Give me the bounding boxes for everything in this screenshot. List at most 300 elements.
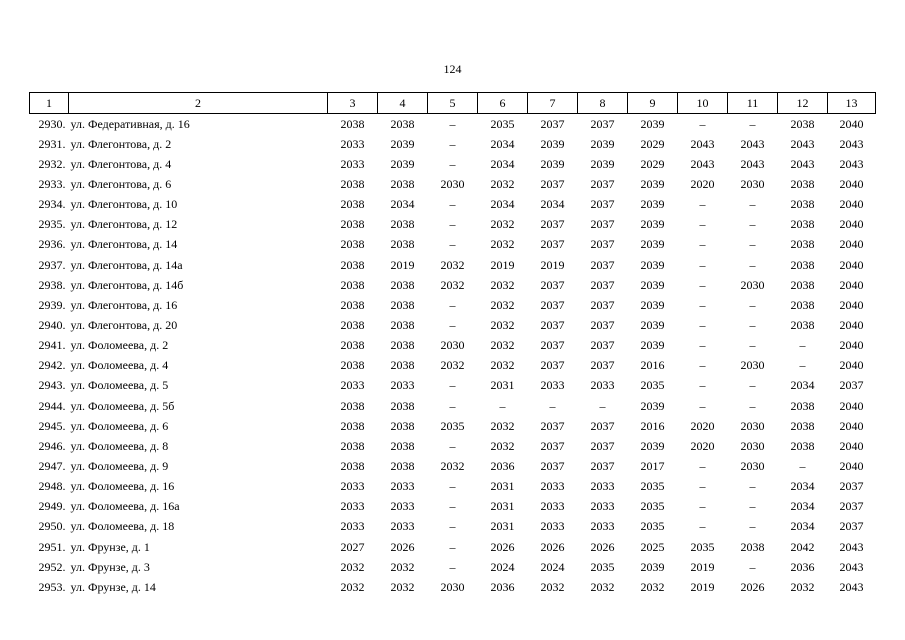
year-cell: 2043 (690, 156, 715, 171)
table-row (30, 195, 876, 215)
year-cell: 2034 (490, 136, 515, 151)
address-cell: ул. Фрунзе, д. 3 (70, 559, 150, 574)
year-cell: 2040 (839, 297, 864, 312)
column-header-3: 3 (328, 93, 378, 114)
column-header-5: 5 (428, 93, 478, 114)
year-cell: 2037 (540, 438, 565, 453)
year-cell: 2034 (390, 197, 415, 212)
year-cell: – (699, 519, 706, 534)
year-cell: 2038 (790, 277, 815, 292)
year-cell: 2038 (790, 237, 815, 252)
year-cell: 2043 (839, 539, 864, 554)
year-cell: 2038 (390, 277, 415, 292)
table-row (30, 255, 876, 275)
year-cell: 2035 (640, 499, 665, 514)
column-header-8: 8 (578, 93, 628, 114)
row-number: 2953. (38, 579, 66, 594)
year-cell: 2020 (690, 438, 715, 453)
year-cell: – (699, 338, 706, 353)
year-cell: – (699, 297, 706, 312)
year-cell: 2043 (839, 136, 864, 151)
year-cell: 2034 (540, 197, 565, 212)
year-cell: 2039 (640, 297, 665, 312)
address-cell: ул. Фоломеева, д. 5 (70, 378, 169, 393)
year-cell: 2040 (839, 116, 864, 131)
row-number: 2938. (38, 277, 66, 292)
year-cell: 2038 (390, 358, 415, 373)
year-cell: 2038 (390, 418, 415, 433)
address-cell: ул. Фрунзе, д. 1 (70, 539, 150, 554)
year-cell: 2025 (640, 539, 665, 554)
table-row (30, 174, 876, 194)
year-cell: 2040 (839, 277, 864, 292)
year-cell: 2038 (790, 418, 815, 433)
row-number: 2941. (38, 338, 66, 353)
table-row (30, 336, 876, 356)
year-cell: 2039 (640, 438, 665, 453)
table-row (30, 557, 876, 577)
year-cell: 2034 (790, 519, 815, 534)
year-cell: 2030 (740, 438, 765, 453)
year-cell: 2033 (540, 499, 565, 514)
address-cell: ул. Фоломеева, д. 16 (70, 479, 175, 494)
year-cell: 2033 (340, 519, 365, 534)
column-header-6: 6 (478, 93, 528, 114)
column-header-4: 4 (378, 93, 428, 114)
address-cell: ул. Флегонтова, д. 6 (70, 176, 172, 191)
year-cell: 2038 (790, 438, 815, 453)
year-cell: 2037 (590, 438, 615, 453)
year-cell: 2038 (340, 398, 365, 413)
row-number: 2939. (38, 297, 66, 312)
year-cell: 2019 (390, 257, 415, 272)
year-cell: 2033 (390, 519, 415, 534)
year-cell: 2030 (440, 176, 465, 191)
year-cell: 2030 (740, 277, 765, 292)
year-cell: 2029 (640, 136, 665, 151)
year-cell: 2038 (790, 398, 815, 413)
year-cell: – (449, 519, 456, 534)
table-row (30, 456, 876, 476)
year-cell: 2033 (540, 479, 565, 494)
row-number: 2952. (38, 559, 66, 574)
year-cell: – (449, 217, 456, 232)
year-cell: 2032 (490, 297, 515, 312)
year-cell: 2034 (490, 156, 515, 171)
year-cell: – (749, 297, 756, 312)
year-cell: 2019 (540, 257, 565, 272)
year-cell: 2038 (340, 116, 365, 131)
year-cell: 2031 (490, 519, 515, 534)
year-cell: – (749, 257, 756, 272)
year-cell: 2038 (340, 277, 365, 292)
year-cell: 2037 (540, 317, 565, 332)
year-cell: 2034 (790, 378, 815, 393)
year-cell: 2026 (740, 579, 765, 594)
address-cell: ул. Федеративная, д. 16 (70, 116, 190, 131)
year-cell: 2043 (839, 156, 864, 171)
row-number: 2935. (38, 217, 66, 232)
year-cell: 2033 (340, 499, 365, 514)
year-cell: 2040 (839, 458, 864, 473)
year-cell: 2037 (590, 317, 615, 332)
row-number: 2950. (38, 519, 66, 534)
year-cell: 2043 (790, 156, 815, 171)
year-cell: – (449, 116, 456, 131)
year-cell: – (799, 458, 806, 473)
year-cell: 2032 (390, 559, 415, 574)
year-cell: 2034 (490, 197, 515, 212)
year-cell: 2033 (390, 479, 415, 494)
row-number: 2951. (38, 539, 66, 554)
address-cell: ул. Фоломеева, д. 18 (70, 519, 175, 534)
year-cell: 2019 (690, 579, 715, 594)
year-cell: 2029 (640, 156, 665, 171)
year-cell: 2039 (590, 136, 615, 151)
year-cell: – (699, 217, 706, 232)
year-cell: 2039 (640, 277, 665, 292)
year-cell: 2033 (590, 479, 615, 494)
column-header-11: 11 (728, 93, 778, 114)
data-table (29, 92, 876, 597)
year-cell: 2039 (640, 257, 665, 272)
year-cell: – (699, 277, 706, 292)
year-cell: 2032 (490, 438, 515, 453)
year-cell: 2037 (839, 499, 864, 514)
year-cell: – (749, 217, 756, 232)
year-cell: – (699, 458, 706, 473)
year-cell: 2039 (590, 156, 615, 171)
row-number: 2944. (38, 398, 66, 413)
row-number: 2933. (38, 176, 66, 191)
year-cell: 2039 (640, 176, 665, 191)
year-cell: 2020 (690, 176, 715, 191)
table-row (30, 436, 876, 456)
year-cell: 2037 (540, 176, 565, 191)
year-cell: 2035 (640, 519, 665, 534)
year-cell: 2032 (440, 277, 465, 292)
address-cell: ул. Флегонтова, д. 14а (70, 257, 183, 272)
year-cell: 2039 (640, 217, 665, 232)
year-cell: 2032 (590, 579, 615, 594)
year-cell: 2039 (640, 559, 665, 574)
year-cell: 2040 (839, 338, 864, 353)
year-cell: – (449, 479, 456, 494)
address-cell: ул. Фоломеева, д. 9 (70, 458, 169, 473)
year-cell: – (449, 378, 456, 393)
year-cell: 2038 (390, 317, 415, 332)
year-cell: 2043 (740, 136, 765, 151)
year-cell: 2032 (440, 257, 465, 272)
year-cell: 2030 (440, 338, 465, 353)
column-header-12: 12 (778, 93, 828, 114)
year-cell: 2033 (390, 499, 415, 514)
year-cell: 2032 (490, 317, 515, 332)
year-cell: – (549, 398, 556, 413)
year-cell: 2038 (340, 458, 365, 473)
year-cell: 2040 (839, 237, 864, 252)
year-cell: 2038 (790, 176, 815, 191)
year-cell: 2016 (640, 418, 665, 433)
column-header-7: 7 (528, 93, 578, 114)
year-cell: 2043 (839, 579, 864, 594)
year-cell: 2043 (839, 559, 864, 574)
year-cell: 2038 (390, 297, 415, 312)
year-cell: – (749, 378, 756, 393)
address-cell: ул. Флегонтова, д. 14б (70, 277, 184, 292)
row-number: 2946. (38, 438, 66, 453)
table-row (30, 356, 876, 376)
row-number: 2943. (38, 378, 66, 393)
year-cell: 2037 (590, 297, 615, 312)
year-cell: – (799, 338, 806, 353)
year-cell: 2035 (590, 559, 615, 574)
year-cell: 2038 (340, 197, 365, 212)
year-cell: 2032 (390, 579, 415, 594)
year-cell: – (449, 237, 456, 252)
year-cell: – (699, 317, 706, 332)
year-cell: 2033 (590, 519, 615, 534)
year-cell: 2037 (590, 418, 615, 433)
row-number: 2940. (38, 317, 66, 332)
year-cell: 2039 (640, 398, 665, 413)
year-cell: 2032 (440, 358, 465, 373)
year-cell: – (699, 378, 706, 393)
year-cell: 2037 (590, 458, 615, 473)
page-number: 124 (443, 62, 462, 76)
year-cell: 2035 (490, 116, 515, 131)
year-cell: 2030 (740, 176, 765, 191)
year-cell: 2038 (740, 539, 765, 554)
year-cell: 2036 (490, 579, 515, 594)
year-cell: 2043 (740, 156, 765, 171)
year-cell: 2038 (390, 237, 415, 252)
year-cell: 2037 (590, 257, 615, 272)
year-cell: 2037 (540, 297, 565, 312)
year-cell: 2038 (340, 338, 365, 353)
year-cell: 2019 (690, 559, 715, 574)
address-cell: ул. Флегонтова, д. 12 (70, 217, 178, 232)
year-cell: 2038 (340, 358, 365, 373)
column-header-9: 9 (628, 93, 678, 114)
year-cell: 2039 (540, 136, 565, 151)
year-cell: 2037 (590, 176, 615, 191)
year-cell: 2027 (340, 539, 365, 554)
address-cell: ул. Фрунзе, д. 14 (70, 579, 156, 594)
year-cell: 2038 (340, 418, 365, 433)
year-cell: 2037 (839, 479, 864, 494)
year-cell: 2039 (640, 338, 665, 353)
year-cell: – (599, 398, 606, 413)
year-cell: – (449, 136, 456, 151)
year-cell: 2032 (790, 579, 815, 594)
year-cell: 2038 (340, 176, 365, 191)
year-cell: 2038 (340, 438, 365, 453)
table-row (30, 134, 876, 154)
year-cell: 2037 (540, 418, 565, 433)
year-cell: 2032 (540, 579, 565, 594)
year-cell: – (449, 398, 456, 413)
address-cell: ул. Фоломеева, д. 2 (70, 338, 169, 353)
row-number: 2937. (38, 257, 66, 272)
year-cell: 2030 (440, 579, 465, 594)
year-cell: 2038 (390, 217, 415, 232)
year-cell: 2033 (340, 479, 365, 494)
year-cell: 2040 (839, 398, 864, 413)
year-cell: 2032 (490, 277, 515, 292)
year-cell: 2042 (790, 539, 815, 554)
year-cell: – (799, 358, 806, 373)
year-cell: 2016 (640, 358, 665, 373)
year-cell: 2039 (640, 237, 665, 252)
year-cell: 2030 (740, 458, 765, 473)
header-row (30, 93, 876, 114)
year-cell: 2019 (490, 257, 515, 272)
year-cell: 2038 (340, 297, 365, 312)
year-cell: – (749, 479, 756, 494)
column-header-1: 1 (30, 93, 69, 114)
year-cell: 2037 (540, 217, 565, 232)
year-cell: 2037 (590, 338, 615, 353)
year-cell: 2037 (590, 237, 615, 252)
year-cell: 2038 (340, 217, 365, 232)
year-cell: – (699, 197, 706, 212)
year-cell: – (449, 156, 456, 171)
year-cell: 2035 (690, 539, 715, 554)
year-cell: 2026 (490, 539, 515, 554)
year-cell: 2026 (590, 539, 615, 554)
year-cell: 2038 (390, 438, 415, 453)
year-cell: 2040 (839, 317, 864, 332)
address-cell: ул. Флегонтова, д. 10 (70, 197, 178, 212)
address-cell: ул. Флегонтова, д. 20 (70, 317, 178, 332)
year-cell: 2040 (839, 418, 864, 433)
year-cell: 2031 (490, 378, 515, 393)
year-cell: 2037 (590, 116, 615, 131)
year-cell: – (699, 237, 706, 252)
year-cell: 2040 (839, 358, 864, 373)
row-number: 2945. (38, 418, 66, 433)
year-cell: 2032 (490, 358, 515, 373)
year-cell: – (699, 116, 706, 131)
row-number: 2931. (38, 136, 66, 151)
year-cell: 2038 (340, 237, 365, 252)
year-cell: 2036 (490, 458, 515, 473)
year-cell: 2030 (740, 358, 765, 373)
table-row (30, 537, 876, 557)
year-cell: 2039 (390, 156, 415, 171)
year-cell: – (449, 297, 456, 312)
table-row (30, 114, 876, 135)
year-cell: 2037 (839, 378, 864, 393)
table-row (30, 315, 876, 335)
year-cell: 2026 (390, 539, 415, 554)
year-cell: 2043 (690, 136, 715, 151)
address-cell: ул. Фоломеева, д. 4 (70, 358, 169, 373)
year-cell: 2033 (340, 136, 365, 151)
row-number: 2936. (38, 237, 66, 252)
table-row (30, 235, 876, 255)
year-cell: 2032 (490, 338, 515, 353)
year-cell: 2037 (540, 458, 565, 473)
year-cell: 2031 (490, 479, 515, 494)
year-cell: 2037 (540, 277, 565, 292)
row-number: 2932. (38, 156, 66, 171)
year-cell: 2038 (390, 116, 415, 131)
address-cell: ул. Флегонтова, д. 14 (70, 237, 178, 252)
year-cell: – (699, 398, 706, 413)
year-cell: 2040 (839, 197, 864, 212)
year-cell: 2033 (340, 156, 365, 171)
row-number: 2949. (38, 499, 66, 514)
year-cell: 2039 (390, 136, 415, 151)
year-cell: 2033 (340, 378, 365, 393)
year-cell: – (449, 438, 456, 453)
year-cell: 2033 (540, 519, 565, 534)
year-cell: 2039 (640, 197, 665, 212)
year-cell: 2026 (540, 539, 565, 554)
address-cell: ул. Флегонтова, д. 2 (70, 136, 172, 151)
year-cell: 2033 (540, 378, 565, 393)
row-number: 2947. (38, 458, 66, 473)
address-cell: ул. Фоломеева, д. 5б (70, 398, 175, 413)
year-cell: 2032 (340, 579, 365, 594)
year-cell: 2037 (540, 358, 565, 373)
year-cell: 2032 (490, 237, 515, 252)
year-cell: 2037 (540, 338, 565, 353)
table-row (30, 497, 876, 517)
table-row (30, 275, 876, 295)
year-cell: 2039 (640, 116, 665, 131)
table-row (30, 396, 876, 416)
year-cell: 2037 (590, 358, 615, 373)
year-cell: 2035 (640, 479, 665, 494)
year-cell: 2032 (340, 559, 365, 574)
year-cell: 2039 (540, 156, 565, 171)
year-cell: 2038 (790, 297, 815, 312)
year-cell: – (699, 257, 706, 272)
year-cell: – (749, 197, 756, 212)
year-cell: 2038 (390, 398, 415, 413)
year-cell: – (749, 317, 756, 332)
year-cell: 2038 (390, 176, 415, 191)
year-cell: 2032 (490, 418, 515, 433)
year-cell: 2035 (440, 418, 465, 433)
year-cell: 2033 (390, 378, 415, 393)
year-cell: – (449, 539, 456, 554)
address-cell: ул. Фоломеева, д. 16а (70, 499, 180, 514)
year-cell: 2038 (790, 217, 815, 232)
year-cell: 2040 (839, 438, 864, 453)
year-cell: 2035 (640, 378, 665, 393)
table-row (30, 215, 876, 235)
year-cell: 2040 (839, 176, 864, 191)
row-number: 2930. (38, 116, 66, 131)
table-row (30, 154, 876, 174)
year-cell: 2039 (640, 317, 665, 332)
year-cell: 2038 (340, 257, 365, 272)
address-cell: ул. Флегонтова, д. 4 (70, 156, 172, 171)
year-cell: 2037 (839, 519, 864, 534)
year-cell: – (749, 398, 756, 413)
year-cell: 2038 (390, 338, 415, 353)
year-cell: 2037 (540, 237, 565, 252)
year-cell: 2037 (590, 197, 615, 212)
table-row (30, 517, 876, 537)
year-cell: – (749, 499, 756, 514)
year-cell: – (699, 358, 706, 373)
year-cell: 2033 (590, 499, 615, 514)
